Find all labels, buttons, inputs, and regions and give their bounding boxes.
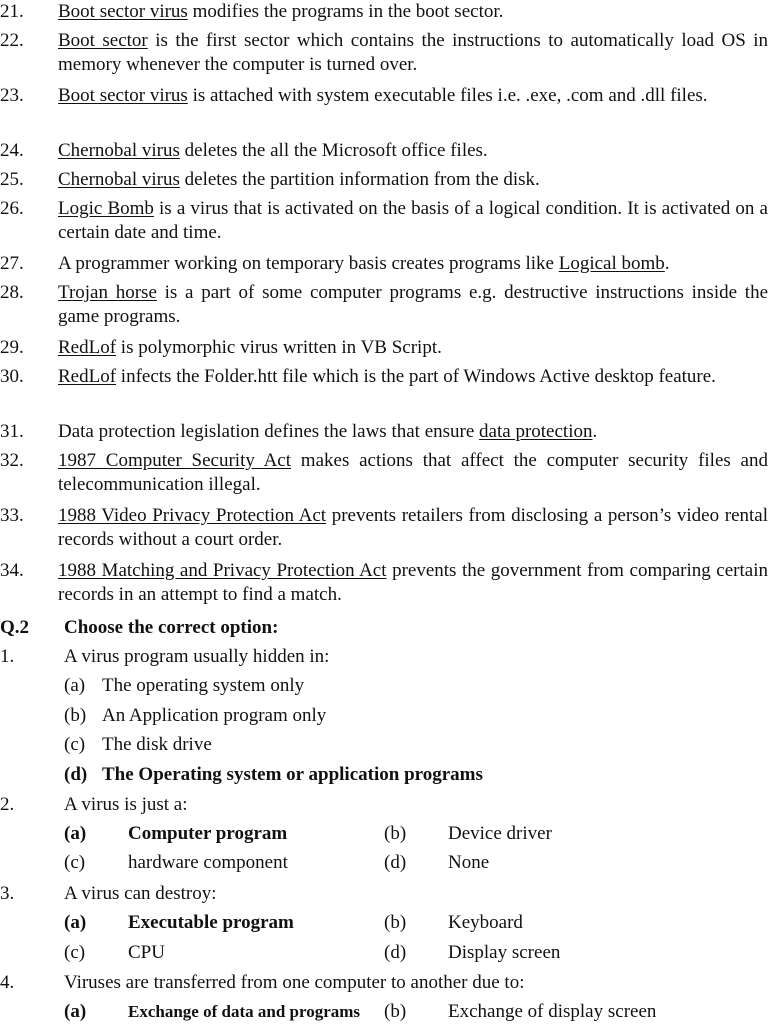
underlined-term: RedLof xyxy=(58,366,117,387)
statement-fragment: modifies the programs in the boot sector. xyxy=(187,1,504,22)
option-label: (a) xyxy=(64,1001,87,1022)
option-row xyxy=(0,912,768,938)
option xyxy=(64,704,326,728)
statement-text xyxy=(58,449,768,497)
statement-text xyxy=(58,84,768,108)
question-number: 2. xyxy=(0,794,15,815)
statement-text xyxy=(58,365,768,389)
underlined-term: Boot sector virus xyxy=(58,1,188,22)
option-text: Executable program xyxy=(128,912,294,933)
option-label: (d) xyxy=(64,764,88,785)
statement-number: 31. xyxy=(0,421,24,442)
statement-number: 28. xyxy=(0,282,24,303)
question-text: A virus is just a: xyxy=(64,794,188,815)
statement-text xyxy=(58,420,768,444)
statement-number: 34. xyxy=(0,560,24,581)
underlined-term: 1987 Computer Security Act xyxy=(58,450,292,471)
option-text: Device driver xyxy=(448,823,552,844)
question-text: A virus can destroy: xyxy=(64,883,217,904)
question-number: 4. xyxy=(0,972,15,993)
statement-fragment: is attached with system executable files i.e. .exe, .com and .dll files. xyxy=(187,85,708,106)
option-text: hardware component xyxy=(128,852,288,873)
statement-fragment: deletes the all the Microsoft office files. xyxy=(179,140,488,161)
option-label: (c) xyxy=(64,734,86,755)
option-text: Exchange of data and programs xyxy=(128,1002,361,1021)
statement-text xyxy=(58,139,768,163)
underlined-term: RedLof xyxy=(58,337,117,358)
question-number: 1. xyxy=(0,646,15,667)
option-row xyxy=(0,942,768,968)
statement-fragment: is the first sector which contains the instructions to automatically load OS in memory whenever the computer is turned over. xyxy=(58,30,768,75)
statement-text xyxy=(58,504,768,552)
option-label: (b) xyxy=(64,705,87,726)
option-label: (a) xyxy=(64,675,86,696)
underlined-term: 1988 Matching and Privacy Protection Act xyxy=(58,560,387,581)
statement-text xyxy=(58,252,768,276)
statement-fragment: prevents retailers from disclosing a person’s video rental records without a court order. xyxy=(58,505,768,550)
underlined-term: Boot sector virus xyxy=(58,85,188,106)
statement-fragment: prevents the government from comparing certain records in an attempt to find a match. xyxy=(58,560,768,605)
statement-number: 30. xyxy=(0,366,24,387)
option-text: None xyxy=(448,852,490,873)
statement-fragment: . xyxy=(664,253,670,274)
question-number: 3. xyxy=(0,883,15,904)
statement-fragment: makes actions that affect the computer security files and telecommunication illegal. xyxy=(58,450,768,495)
statement-text xyxy=(58,281,768,329)
option xyxy=(64,763,483,787)
statement-fragment: Data protection legislation defines the laws that ensure xyxy=(58,421,480,442)
underlined-term: Chernobal virus xyxy=(58,140,180,161)
option-text: The disk drive xyxy=(102,734,212,755)
option-text: Keyboard xyxy=(448,912,523,933)
option-label: (d) xyxy=(384,942,407,963)
option xyxy=(64,674,304,698)
statement-number: 26. xyxy=(0,198,24,219)
statement-number: 29. xyxy=(0,337,24,358)
statement-text xyxy=(58,336,768,360)
statement-text xyxy=(58,0,768,24)
option-text: The Operating system or application programs xyxy=(102,764,483,785)
statement-fragment: is polymorphic virus written in VB Script. xyxy=(116,337,442,358)
option-label: (b) xyxy=(384,823,407,844)
statement-fragment: deletes the partition information from the disk. xyxy=(179,169,540,190)
statement-number: 33. xyxy=(0,505,24,526)
underlined-term: Logical bomb xyxy=(558,253,665,274)
option-label: (a) xyxy=(64,912,87,933)
option xyxy=(64,733,212,757)
underlined-term: Trojan horse xyxy=(58,282,157,303)
option-row xyxy=(0,1001,768,1027)
statement-number: 24. xyxy=(0,140,24,161)
question-text: Viruses are transferred from one computer to another due to: xyxy=(64,972,525,993)
option-label: (b) xyxy=(384,1001,407,1022)
underlined-term: 1988 Video Privacy Protection Act xyxy=(58,505,327,526)
underlined-term: Chernobal virus xyxy=(58,169,180,190)
statement-fragment: is a virus that is activated on the basis of a logical condition. It is activated on a certain date and time. xyxy=(58,198,768,243)
section-number: Q.2 xyxy=(0,617,30,638)
option-label: (c) xyxy=(64,852,86,873)
option-label: (d) xyxy=(384,852,407,873)
statement-number: 25. xyxy=(0,169,24,190)
underlined-term: Logic Bomb xyxy=(58,198,154,219)
statement-fragment: is a part of some computer programs e.g. destructive instructions inside the game programs. xyxy=(58,282,768,327)
statement-number: 21. xyxy=(0,1,24,22)
option-text: Display screen xyxy=(448,942,561,963)
statement-number: 22. xyxy=(0,30,24,51)
underlined-term: data protection xyxy=(479,421,593,442)
option-text: The operating system only xyxy=(102,675,305,696)
option-text: An Application program only xyxy=(102,705,327,726)
underlined-term: Boot sector xyxy=(58,30,148,51)
statement-text xyxy=(58,168,768,192)
statement-text xyxy=(58,29,768,77)
statement-number: 32. xyxy=(0,450,24,471)
statement-text xyxy=(58,197,768,245)
option-text: CPU xyxy=(128,942,165,963)
statement-fragment: . xyxy=(592,421,598,442)
statement-number: 23. xyxy=(0,85,24,106)
question-text: A virus program usually hidden in: xyxy=(64,646,330,667)
statement-fragment: A programmer working on temporary basis creates programs like xyxy=(58,253,559,274)
option-text: Computer program xyxy=(128,823,288,844)
section-title: Choose the correct option: xyxy=(64,617,279,638)
option-label: (b) xyxy=(384,912,407,933)
option-label: (c) xyxy=(64,942,86,963)
option-row xyxy=(0,823,768,849)
option-text: Exchange of display screen xyxy=(448,1001,657,1022)
option-label: (a) xyxy=(64,823,87,844)
statement-fragment: infects the Folder.htt file which is the part of Windows Active desktop feature. xyxy=(116,366,716,387)
statement-number: 27. xyxy=(0,253,24,274)
statement-text xyxy=(58,559,768,607)
option-row xyxy=(0,852,768,878)
